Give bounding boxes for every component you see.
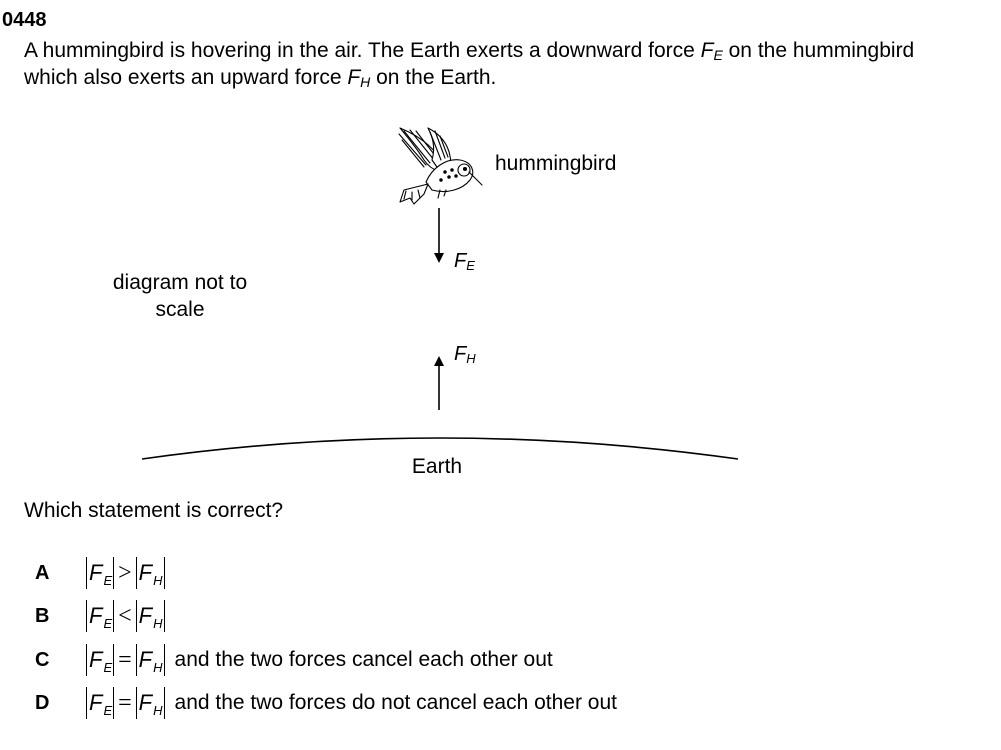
option-expression bbox=[86, 644, 553, 676]
option-letter: C bbox=[35, 648, 50, 671]
stem-line-2: which also exerts an upward force $F_H$ on the Earth. bbox=[24, 66, 497, 90]
hummingbird-drawing bbox=[399, 128, 482, 204]
comparison-operator: < bbox=[118, 602, 132, 629]
option-expression bbox=[86, 557, 175, 589]
scale-note-line-2: scale bbox=[155, 298, 205, 321]
option-letter: D bbox=[35, 691, 50, 714]
force-arrow-up bbox=[434, 356, 444, 410]
magnitude-f2: F H bbox=[136, 644, 165, 676]
option-text: and the two forces cancel each other out bbox=[174, 648, 553, 671]
option-letter: A bbox=[35, 561, 50, 584]
magnitude-f1: F E bbox=[86, 600, 114, 632]
magnitude-f1: F E bbox=[86, 557, 114, 589]
force-label-up: FH bbox=[454, 343, 476, 366]
question-number: 0448 bbox=[2, 9, 47, 31]
magnitude-f2: F H bbox=[136, 600, 165, 632]
magnitude-f1: F E bbox=[86, 644, 114, 676]
option-expression bbox=[86, 687, 617, 719]
earth-label: Earth bbox=[411, 455, 463, 478]
option-expression bbox=[86, 600, 175, 632]
magnitude-f2: F H bbox=[136, 687, 165, 719]
magnitude-f1: F E bbox=[86, 687, 114, 719]
question-prompt: Which statement is correct? bbox=[24, 499, 284, 522]
comparison-operator: > bbox=[118, 559, 132, 586]
comparison-operator: = bbox=[118, 689, 132, 716]
hummingbird-label: hummingbird bbox=[495, 152, 617, 175]
comparison-operator: = bbox=[118, 646, 132, 673]
stem-line-1: A hummingbird is hovering in the air. The Earth exerts a downward force $F_E$ on the hummingbird bbox=[24, 39, 915, 63]
force-label-down: FE bbox=[454, 250, 475, 273]
force-arrow-down bbox=[434, 208, 444, 263]
scale-note-line-1: diagram not to bbox=[112, 271, 248, 294]
magnitude-f2: F H bbox=[136, 557, 165, 589]
option-text: and the two forces do not cancel each other out bbox=[174, 691, 617, 714]
option-letter: B bbox=[35, 604, 50, 627]
